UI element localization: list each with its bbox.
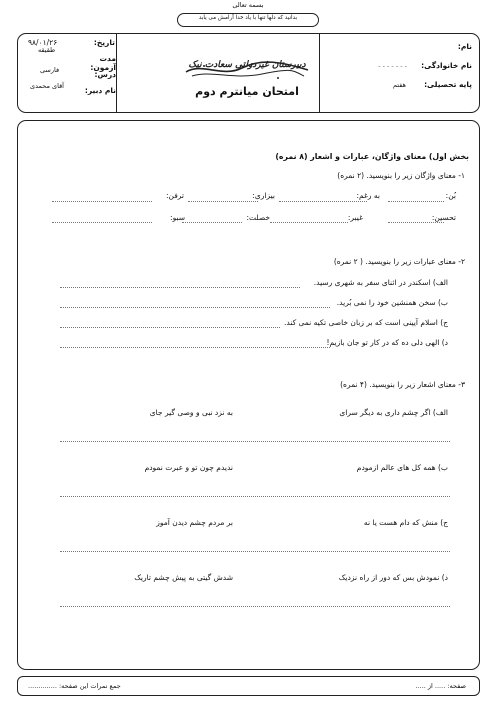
- exam-title: امتحان میانترم دوم: [195, 85, 299, 98]
- answer-line[interactable]: [60, 307, 330, 308]
- q1-label: ۱- معنای واژگان زیر را بنویسید. (۲ نمره): [337, 171, 465, 180]
- q3-label: ۳- معنای اشعار زیر را بنویسید. (۴ نمره): [340, 380, 465, 389]
- q2-item: ج) اسلام آیینی است که بر زبان خاصی تکیه نمی کند.: [284, 318, 448, 327]
- answer-line[interactable]: [279, 201, 367, 202]
- answer-line[interactable]: [60, 606, 450, 607]
- q1-word: به رغم:: [356, 191, 380, 200]
- q1-word: سبو:: [170, 213, 185, 222]
- answer-line[interactable]: [60, 551, 450, 552]
- poem-second-line: بر مردم چشم دیدن آموز: [156, 518, 233, 527]
- teacher-label: نام دبیر:: [84, 86, 116, 95]
- page-total: جمع نمرات این صفحه: ..............: [28, 682, 121, 690]
- q2-item: الف) اسکندر در اثنای سفر به شهری رسید.: [313, 278, 448, 287]
- logo-text: دبیرستان غیردولتی سعادت نیک: [188, 60, 306, 70]
- answer-line[interactable]: [182, 222, 242, 223]
- family-label: نام خانوادگی:: [421, 61, 472, 70]
- duration-value: طقیقه: [38, 46, 56, 54]
- q2-item: د) الهی دلی ده که در کار تو جان بازیم!: [326, 338, 448, 347]
- answer-line[interactable]: [60, 441, 450, 442]
- q2-item: ب) سخن همنشین خود را نمی بُرید.: [336, 298, 448, 307]
- answer-line[interactable]: [60, 496, 450, 497]
- answer-line[interactable]: [188, 201, 258, 202]
- q1-word: خصلت:: [246, 213, 270, 222]
- q1-word: غیبر:: [347, 213, 363, 222]
- q1-word: تحسین:: [431, 213, 456, 222]
- poem-first-line: ب) همه کل های عالم ازمودم: [356, 463, 448, 472]
- q2-label: ۲- معنای عبارات زیر را بنویسید. ( ۲ نمره): [333, 257, 465, 266]
- q1-word: ترفن:: [165, 191, 184, 200]
- answer-line[interactable]: [60, 347, 330, 348]
- answer-line[interactable]: [388, 201, 444, 202]
- body-box: [17, 120, 480, 670]
- answer-line[interactable]: [60, 327, 280, 328]
- motto: بدانید که دلها تنها با یاد خدا آرامش می یابد: [198, 15, 298, 21]
- poem-first-line: ج) منش که دام هست یا نه: [363, 518, 448, 527]
- subject-label: درس:: [94, 70, 116, 79]
- section-title: بخش اول) معنای واژگان، عبارات و اشعار (۸ نمره): [275, 152, 469, 161]
- poem-first-line: د) نمودش بس که دور از راه نزدیک: [338, 573, 448, 582]
- basmala: بسمه تعالی: [232, 1, 264, 9]
- teacher-value: آقای محمدی: [30, 82, 64, 90]
- poem-first-line: الف) اگر چشم داری به دیگر سرای: [339, 408, 448, 417]
- family-blank: - - - - - - -: [378, 62, 407, 70]
- answer-line[interactable]: [52, 222, 152, 223]
- poem-second-line: ندیدم چون تو و عبرت نمودم: [144, 463, 233, 472]
- name-label: نام:: [457, 42, 472, 51]
- subject-value: فارسی: [40, 66, 60, 74]
- answer-line[interactable]: [388, 222, 444, 223]
- answer-line[interactable]: [52, 201, 152, 202]
- duration-label: مدت آزمون:: [90, 54, 116, 72]
- answer-line[interactable]: [60, 287, 300, 288]
- page-number: صفحه: ..... از .....: [415, 682, 466, 690]
- grade-value: هفتم: [392, 81, 406, 89]
- poem-second-line: شدش گیتی به پیش چشم تاریک: [134, 573, 233, 582]
- poem-second-line: به نزد نبی و وصی گیر جای: [149, 408, 233, 417]
- q1-word: بیزاری:: [252, 191, 275, 200]
- answer-line[interactable]: [270, 222, 348, 223]
- date-label: تاریخ:: [93, 38, 115, 47]
- q1-word: بُن:: [445, 191, 456, 200]
- date-value: ۹۸/۰۱/۲۶: [28, 38, 58, 47]
- grade-label: پایه تحصیلی:: [424, 80, 472, 89]
